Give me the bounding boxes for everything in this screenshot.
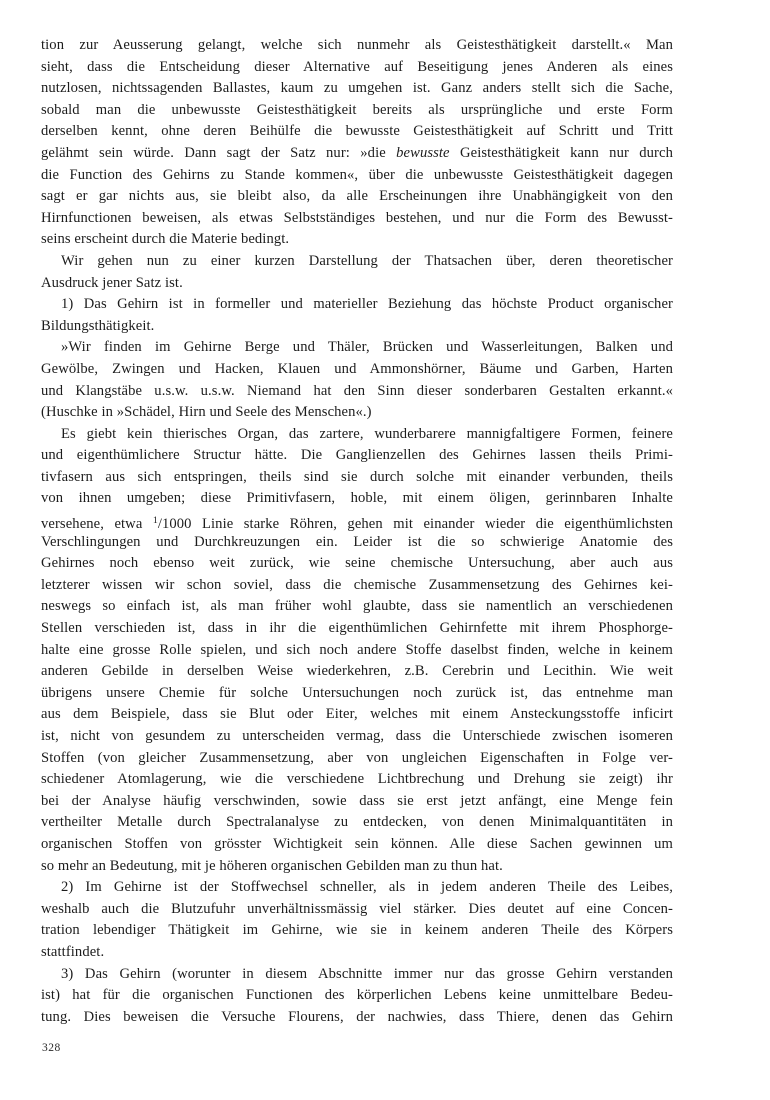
text-line <box>41 640 673 662</box>
text-line <box>41 424 673 446</box>
text-line <box>41 381 673 403</box>
text-line <box>41 121 673 143</box>
text-segment: so mehr an Bedeutung, mit je höheren organischen Gebilden man zu thun hat. <box>41 857 503 874</box>
text-line <box>41 57 673 79</box>
text-segment: schiedener Atomlagerung, wie die verschiedene Lichtbrechung und Drehung sie zeigt) ihr <box>41 771 673 788</box>
text-segment: sagt er gar nichts aus, sie bleibt also, da alle Erscheinungen ihre Unabhängigkeit von den <box>41 188 673 205</box>
text-block <box>41 35 673 1028</box>
text-line <box>41 985 673 1007</box>
text-segment: nutzlosen, nichtssagenden Ballastes, kaum zu umgehen ist. Ganz anders stellt sich die Sache, <box>41 80 673 97</box>
text-segment: tion zur Aeusserung gelangt, welche sich nunmehr als Geistesthätigkeit darstellt.« Man <box>41 37 673 53</box>
text-line <box>41 618 673 640</box>
text-line <box>41 251 673 273</box>
text-segment: ist) hat für die organischen Functionen des körperlichen Lebens keine unmittelbare Bedeu- <box>41 987 673 1004</box>
text-segment: übrigens unsere Chemie für solche Untersuchungen noch zurück ist, das entnehme man <box>41 684 673 701</box>
text-line <box>41 1007 673 1029</box>
text-segment: ist, nicht von gesundem zu unterscheiden vermag, dass die Unterschiede zwischen isomeren <box>41 728 673 744</box>
text-segment: Gewölbe, Zwingen und Hacken, Klauen und Ammonshörner, Bäume und Garben, Harten <box>41 360 673 377</box>
text-segment: Stoffen (von gleicher Zusammensetzung, aber von ungleichen Eigenschaften in Folge ver- <box>41 749 673 766</box>
superscript-text: 1 <box>152 515 158 527</box>
text-segment: seins erscheint durch die Materie bedingt. <box>41 231 290 248</box>
text-segment: Es giebt kein thierisches Organ, das zartere, wunderbarere mannigfaltigere Formen, feinere <box>61 425 673 442</box>
text-segment: 3) Das Gehirn (worunter in diesem Abschnitte immer nur das grosse Gehirn verstanden <box>61 965 673 982</box>
text-segment: weshalb auch die Blutzufuhr unverhältnissmässig viel stärker. Dies deutet auf eine Concen- <box>41 900 673 917</box>
text-line <box>41 769 673 791</box>
text-line <box>41 208 673 230</box>
text-segment: bei der Analyse häufig verschwinden, sowie dass sie erst jetzt anfängt, eine Menge fein <box>41 792 673 809</box>
text-line <box>41 294 673 316</box>
text-segment: versehene, etwa <box>41 516 153 533</box>
text-segment: aus dem Beispiele, dass sie Blut oder Eiter, welches mit einem Ansteckungsstoffe inficirt <box>41 706 673 723</box>
text-line <box>41 337 673 359</box>
text-segment: tivfasern aus sich entspringen, theils sind sie durch solche mit einander verbunden, theils <box>41 468 673 485</box>
text-segment: vertheilter Metalle durch Spectralanalyse zu entdecken, von denen Minimalquantitäten in <box>41 814 673 831</box>
text-segment: 1) Das Gehirn ist in formeller und materieller Beziehung das höchste Product organischer <box>61 296 673 313</box>
text-line <box>41 748 673 770</box>
text-line <box>41 165 673 187</box>
text-line <box>41 445 673 467</box>
text-line <box>41 877 673 899</box>
text-segment: »Wir finden im Gehirne Berge und Thäler, Brücken und Wasserleitungen, Balken und <box>61 339 673 356</box>
text-segment: Stellen verschieden ist, dass in ihr die eigenthümlichen Gehirnfette mit ihrem Phosphorge- <box>41 620 673 637</box>
text-segment: Hirnfunctionen beweisen, als etwas Selbstständiges bestehen, und nur die Form des Bewusst- <box>41 209 673 226</box>
text-segment: /1000 Linie starke Röhren, gehen mit einander wieder die eigenthümlichsten <box>157 516 673 533</box>
text-line <box>41 704 673 726</box>
text-segment: Gehirnes noch ebenso weit zurück, wie seine chemische Untersuchung, aber auch aus <box>41 555 673 572</box>
text-segment: und eigenthümlichere Structur hätte. Die Ganglienzellen des Gehirnes lassen theils Primi- <box>41 447 673 464</box>
text-line <box>41 273 673 295</box>
text-segment: Wir gehen nun zu einer kurzen Darstellung der Thatsachen über, deren theoretischer <box>61 252 673 269</box>
text-line <box>41 899 673 921</box>
text-line <box>41 964 673 986</box>
text-segment: die Function des Gehirns zu Stande kommen«, über die unbewusste Geistesthätigkeit dagegen <box>41 166 673 183</box>
text-line <box>41 316 673 338</box>
text-segment: neswegs so einfach ist, als man früher wohl glaubte, dass sie namentlich an verschiedenen <box>41 598 673 615</box>
text-line <box>41 575 673 597</box>
text-line <box>41 467 673 489</box>
text-segment: halte eine grosse Rolle spielen, und sich noch andere Stoffe daselbst finden, welche in keinem <box>41 641 673 658</box>
text-segment: tration lebendiger Thätigkeit im Gehirne, wie sie in keinem anderen Theile des Körpers <box>41 922 673 939</box>
text-segment: stattfindet. <box>41 943 105 960</box>
text-line <box>41 359 673 381</box>
text-segment: und Klangstäbe u.s.w. u.s.w. Niemand hat den Sinn dieser sonderbaren Gestalten erkannt.« <box>41 382 673 399</box>
text-line <box>41 726 673 748</box>
text-line <box>41 856 673 878</box>
text-line <box>41 661 673 683</box>
text-segment: 2) Im Gehirne ist der Stoffwechsel schneller, als in jedem anderen Theile des Leibes, <box>61 879 673 896</box>
text-segment: gelähmt sein würde. Dann sagt der Satz nur: »die <box>41 144 397 161</box>
text-line <box>41 186 673 208</box>
text-line <box>41 812 673 834</box>
page-number: 328 <box>42 1042 61 1054</box>
text-segment: organischen Stoffen von grösster Wichtigkeit sein können. Alle diese Sachen gewinnen um <box>41 835 673 852</box>
text-line <box>41 920 673 942</box>
text-line <box>41 510 673 532</box>
text-segment: Verschlingungen und Durchkreuzungen ein. Leider ist die so schwierige Anatomie des <box>41 533 673 550</box>
text-segment: (Huschke in »Schädel, Hirn und Seele des Menschen«.) <box>41 404 372 421</box>
text-line <box>41 532 673 554</box>
text-line <box>41 402 673 424</box>
text-line <box>41 229 673 251</box>
text-line <box>41 683 673 705</box>
text-segment: anderen Gebilde in derselben Weise wiederkehren, z.B. Cerebrin und Lecithin. Wie weit <box>41 663 673 680</box>
text-line <box>41 942 673 964</box>
text-line <box>41 834 673 856</box>
text-segment: derselben kennt, ohne deren Beihülfe die bewusste Geistesthätigkeit auf Schritt und Tritt <box>41 123 673 140</box>
text-segment: letzterer wissen wir schon soviel, dass die chemische Zusammensetzung des Gehirnes kei- <box>41 576 673 593</box>
text-segment: sieht, dass die Entscheidung dieser Alternative auf Beseitigung jenes Anderen als eines <box>41 58 673 75</box>
text-line <box>41 100 673 122</box>
text-line <box>41 791 673 813</box>
text-line <box>41 78 673 100</box>
text-line <box>41 553 673 575</box>
text-line <box>41 488 673 510</box>
text-segment: Ausdruck jener Satz ist. <box>41 274 183 291</box>
text-segment: tung. Dies beweisen die Versuche Flourens, der nachwies, dass Thiere, denen das Gehirn <box>41 1008 673 1025</box>
text-line <box>41 596 673 618</box>
text-line <box>41 143 673 165</box>
text-segment: Bildungsthätigkeit. <box>41 317 155 334</box>
text-segment: von ihnen umgeben; diese Primitivfasern, hoble, mit einem öligen, gerinnbaren Inhalte <box>41 490 673 507</box>
text-segment: sobald man die unbewusste Geistesthätigkeit bereits als ursprüngliche und erste Form <box>41 101 673 118</box>
text-segment: Geistesthätigkeit kann nur durch <box>449 144 673 161</box>
text-line <box>41 35 673 57</box>
italic-text: bewusste <box>396 144 450 161</box>
